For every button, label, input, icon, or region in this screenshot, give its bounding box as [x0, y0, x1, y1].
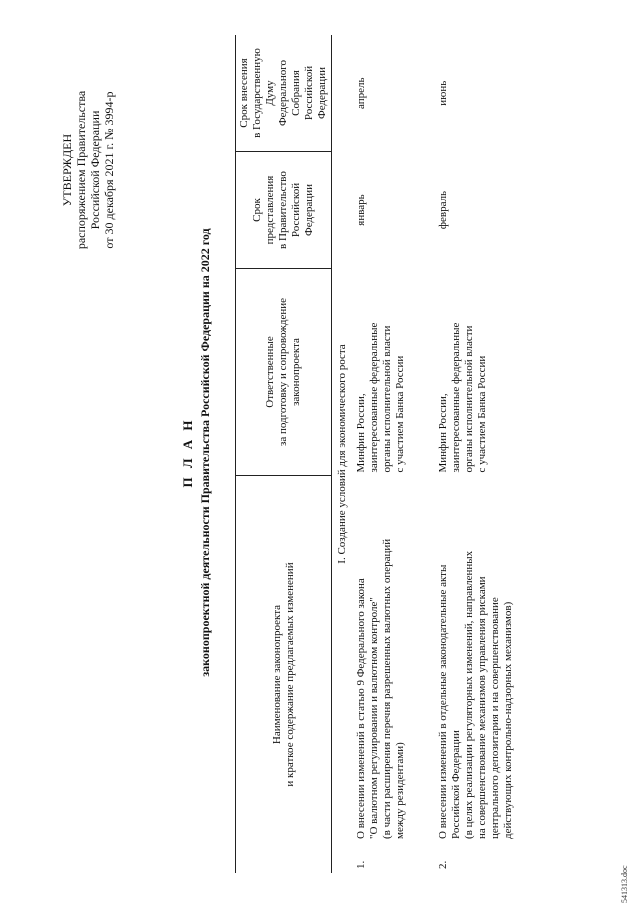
table-header-row: [236, 35, 332, 873]
table-row: [353, 35, 409, 873]
document-subtitle: законопроектной деятельности Правительства Российской Федерации на 2022 год: [198, 228, 212, 677]
document-id: 541313.doc: [620, 865, 629, 903]
approval-line: от 30 декабря 2021 г. № 3994-р: [102, 91, 116, 249]
row-duma-deadline: апрель: [355, 77, 367, 110]
approval-line: УТВЕРЖДЕН: [60, 133, 74, 207]
approval-block: [60, 20, 116, 320]
header-name: Наименование законопроекта и краткое содержание предлагаемых изменений: [236, 476, 332, 874]
section-row: [332, 35, 354, 873]
row-name: О внесении изменений в статью 9 Федерального закона "О валютном регулировании и валютном контроле" (в части расширения перечня разрешенных валютных операций между резидентами): [355, 538, 406, 839]
section-title: I. Создание условий для экономического роста: [336, 344, 348, 564]
row-gov-deadline: январь: [355, 194, 367, 226]
spacer-row: [409, 35, 435, 873]
approval-line: распоряжением Правительства: [74, 90, 88, 250]
row-responsible: Минфин России, заинтересованные федеральные органы исполнительной власти с участием Банка России: [437, 322, 488, 473]
row-responsible: Минфин России, заинтересованные федеральные органы исполнительной власти с участием Банка России: [355, 322, 406, 473]
row-number: 1.: [355, 860, 367, 869]
approval-line: Российской Федерации: [88, 110, 102, 230]
header-gov-deadline: Срок представления в Правительство Российской Федерации: [236, 152, 332, 269]
table-row: [435, 35, 517, 873]
header-responsible: Ответственные за подготовку и сопровождение законопроекта: [236, 269, 332, 476]
row-name: О внесении изменений в отдельные законодательные акты Российской Федерации (в целях реализации регуляторных изменений, направленных на совершенствование механизмов управления рисками центрального депозитария и на совершенствование действующих контрольно-надзорных механизмов): [437, 550, 514, 839]
row-number: 2.: [437, 860, 449, 869]
header-duma-deadline: Срок внесения в Государственную Думу Федерального Собрания Российской Федерации: [236, 35, 332, 152]
document-title: П Л А Н: [180, 417, 195, 488]
row-duma-deadline: июнь: [437, 80, 449, 106]
plan-table: [235, 35, 517, 873]
row-gov-deadline: февраль: [437, 190, 449, 230]
